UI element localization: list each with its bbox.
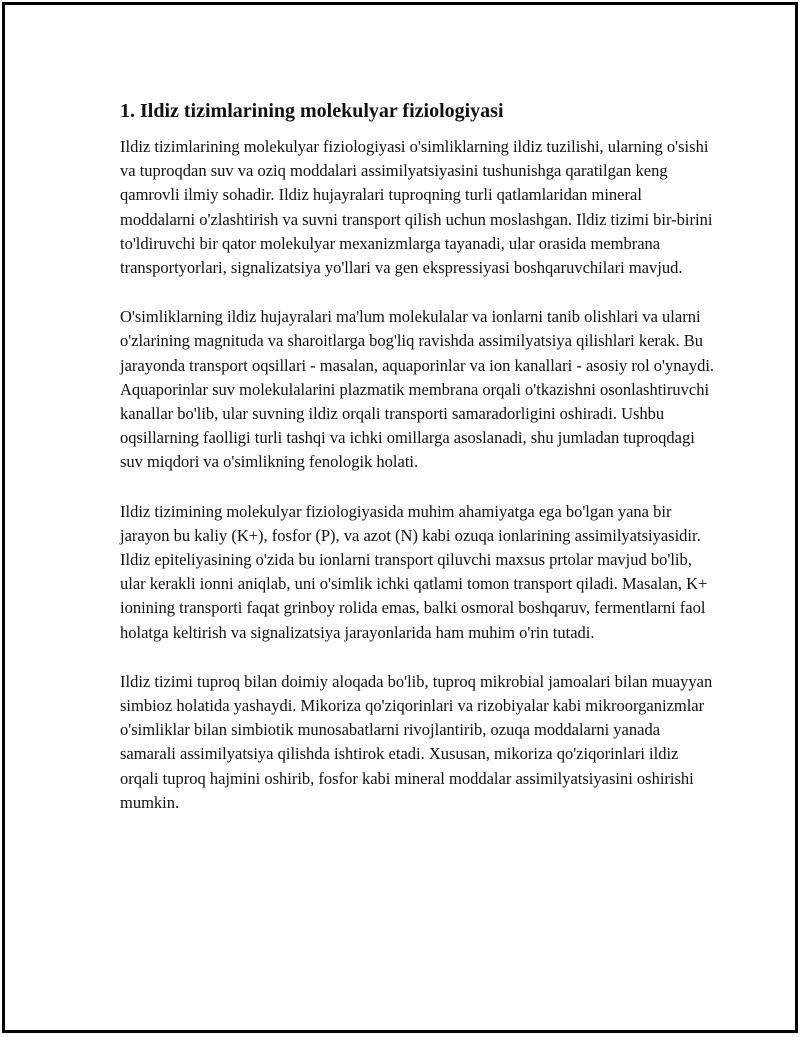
paragraph-2: O'simliklarning ildiz hujayralari ma'lum molekulalar va ionlarni tanib olishlari va ularni o'zlarining magnituda va sharoitlarga bog'liq ravishda assimilyatsiya qilishlari kerak. Bu jarayonda transport oqsillari - masalan, aquaporinlar va ion kanallari - asosiy rol o'ynaydi. Aquaporinlar suv molekulalarini plazmatik membrana orqali o'tkazishni osonlashtiruvchi kanallar bo'lib, ular suvning ildiz orqali transporti samaradorligini oshiradi. Ushbu oqsillarning faolligi turli tashqi va ichki omillarga asoslanadi, shu jumladan tuproqdagi suv miqdori va o'simlikning fenologik holati.	[120, 307, 715, 472]
paragraph-4: Ildiz tizimi tuproq bilan doimiy aloqada bo'lib, tuproq mikrobial jamoalari bilan muayyan simbioz holatida yashaydi. Mikoriza qo'ziqorinlari va rizobiyalar kabi mikroorganizmlar o'simliklar bilan simbiotik munosabatlarni rivojlantirib, ozuqa moddalarni yanada samarali assimilyatsiya qilishda ishtirok etadi. Xususan, mikoriza qo'ziqorinlari ildiz orqali tuproq hajmini oshirib, fosfor kabi mineral moddalar assimilyatsiyasini oshirishi mumkin.	[120, 671, 713, 812]
document-body	[120, 97, 720, 840]
document-page	[2, 2, 798, 1033]
paragraph-1: Ildiz tizimlarining molekulyar fiziologiyasi o'simliklarning ildiz tuzilishi, ularning o'sishi va tuproqdan suv va oziq moddalari assimilyatsiyasini tushunishga qaratilgan keng qamrovli ilmiy sohadir. Ildiz hujayralari tuproqning turli qatlamlaridan mineral moddalarni o'zlashtirish va suvni transport qilish uchun moslashgan. Ildiz tizimi bir-birini to'ldiruvchi bir qator molekulyar mexanizmlarga tayanadi, ular orasida membrana transportyorlari, signalizatsiya yo'llari va gen ekspressiyasi boshqaruvchilari mavjud.	[120, 137, 713, 278]
paragraph-3: Ildiz tizimining molekulyar fiziologiyasida muhim ahamiyatga ega bo'lgan yana bir jarayon bu kaliy (K+), fosfor (P), va azot (N) kabi ozuqa ionlarining assimilyatsiyasidir. Ildiz epiteliyasining o'zida bu ionlarni transport qiluvchi maxsus prtolar mavjud bo'lib, ular kerakli ionni aniqlab, uni o'simlik ichki qatlami tomon transport qiladi. Masalan, K+ ionining transporti faqat grinboy rolida emas, balki osmoral boshqaruv, fermentlarni faol holatga keltirish va signalizatsiya jarayonlarida ham muhim o'rin tutadi.	[120, 501, 708, 642]
section-heading: 1. Ildiz tizimlarining molekulyar fiziologiyasi	[120, 100, 504, 122]
